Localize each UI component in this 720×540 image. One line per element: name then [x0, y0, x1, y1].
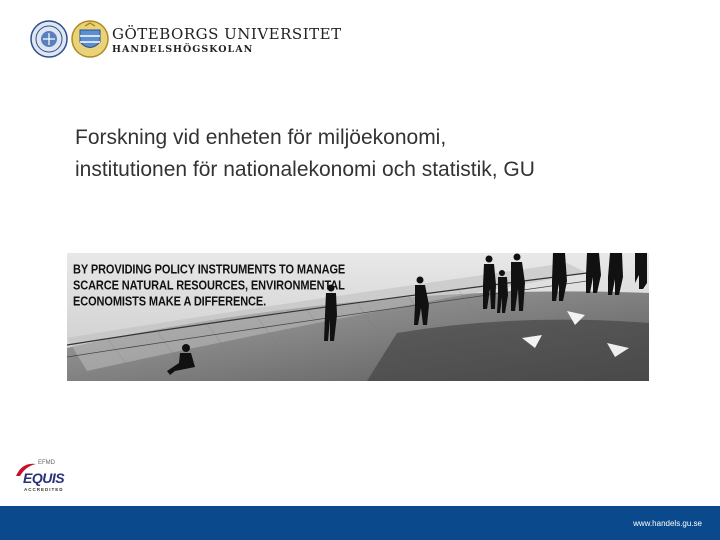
- equis-org: EFMD: [38, 460, 55, 466]
- banner-image: [67, 253, 649, 381]
- equis-status: ACCREDITED: [24, 487, 64, 492]
- banner-line-3: ECONOMISTS MAKE A DIFFERENCE.: [73, 295, 267, 310]
- footer-bar: [0, 506, 720, 540]
- school-name: HANDELSHÖGSKOLAN: [112, 44, 254, 55]
- banner-line-2: SCARCE NATURAL RESOURCES, ENVIRONMENTAL: [73, 279, 345, 294]
- header-logo: [30, 20, 342, 64]
- title-line-2: institutionen för nationalekonomi och statistik, GU: [75, 158, 535, 181]
- university-seal-icon: [30, 20, 68, 58]
- handelshogskolan-crest-icon: [71, 20, 109, 58]
- university-name: GÖTEBORGS UNIVERSITET: [112, 25, 342, 43]
- footer-url-link[interactable]: www.handels.gu.se: [633, 519, 702, 528]
- slide-title: [75, 122, 695, 186]
- equis-logo: [14, 460, 74, 500]
- logo-text: [112, 25, 342, 55]
- banner-line-1: BY PROVIDING POLICY INSTRUMENTS TO MANAGE: [73, 263, 346, 277]
- banner-caption: [73, 262, 345, 310]
- title-line-1: Forskning vid enheten för miljöekonomi,: [75, 126, 447, 149]
- equis-label: EQUIS: [23, 470, 65, 486]
